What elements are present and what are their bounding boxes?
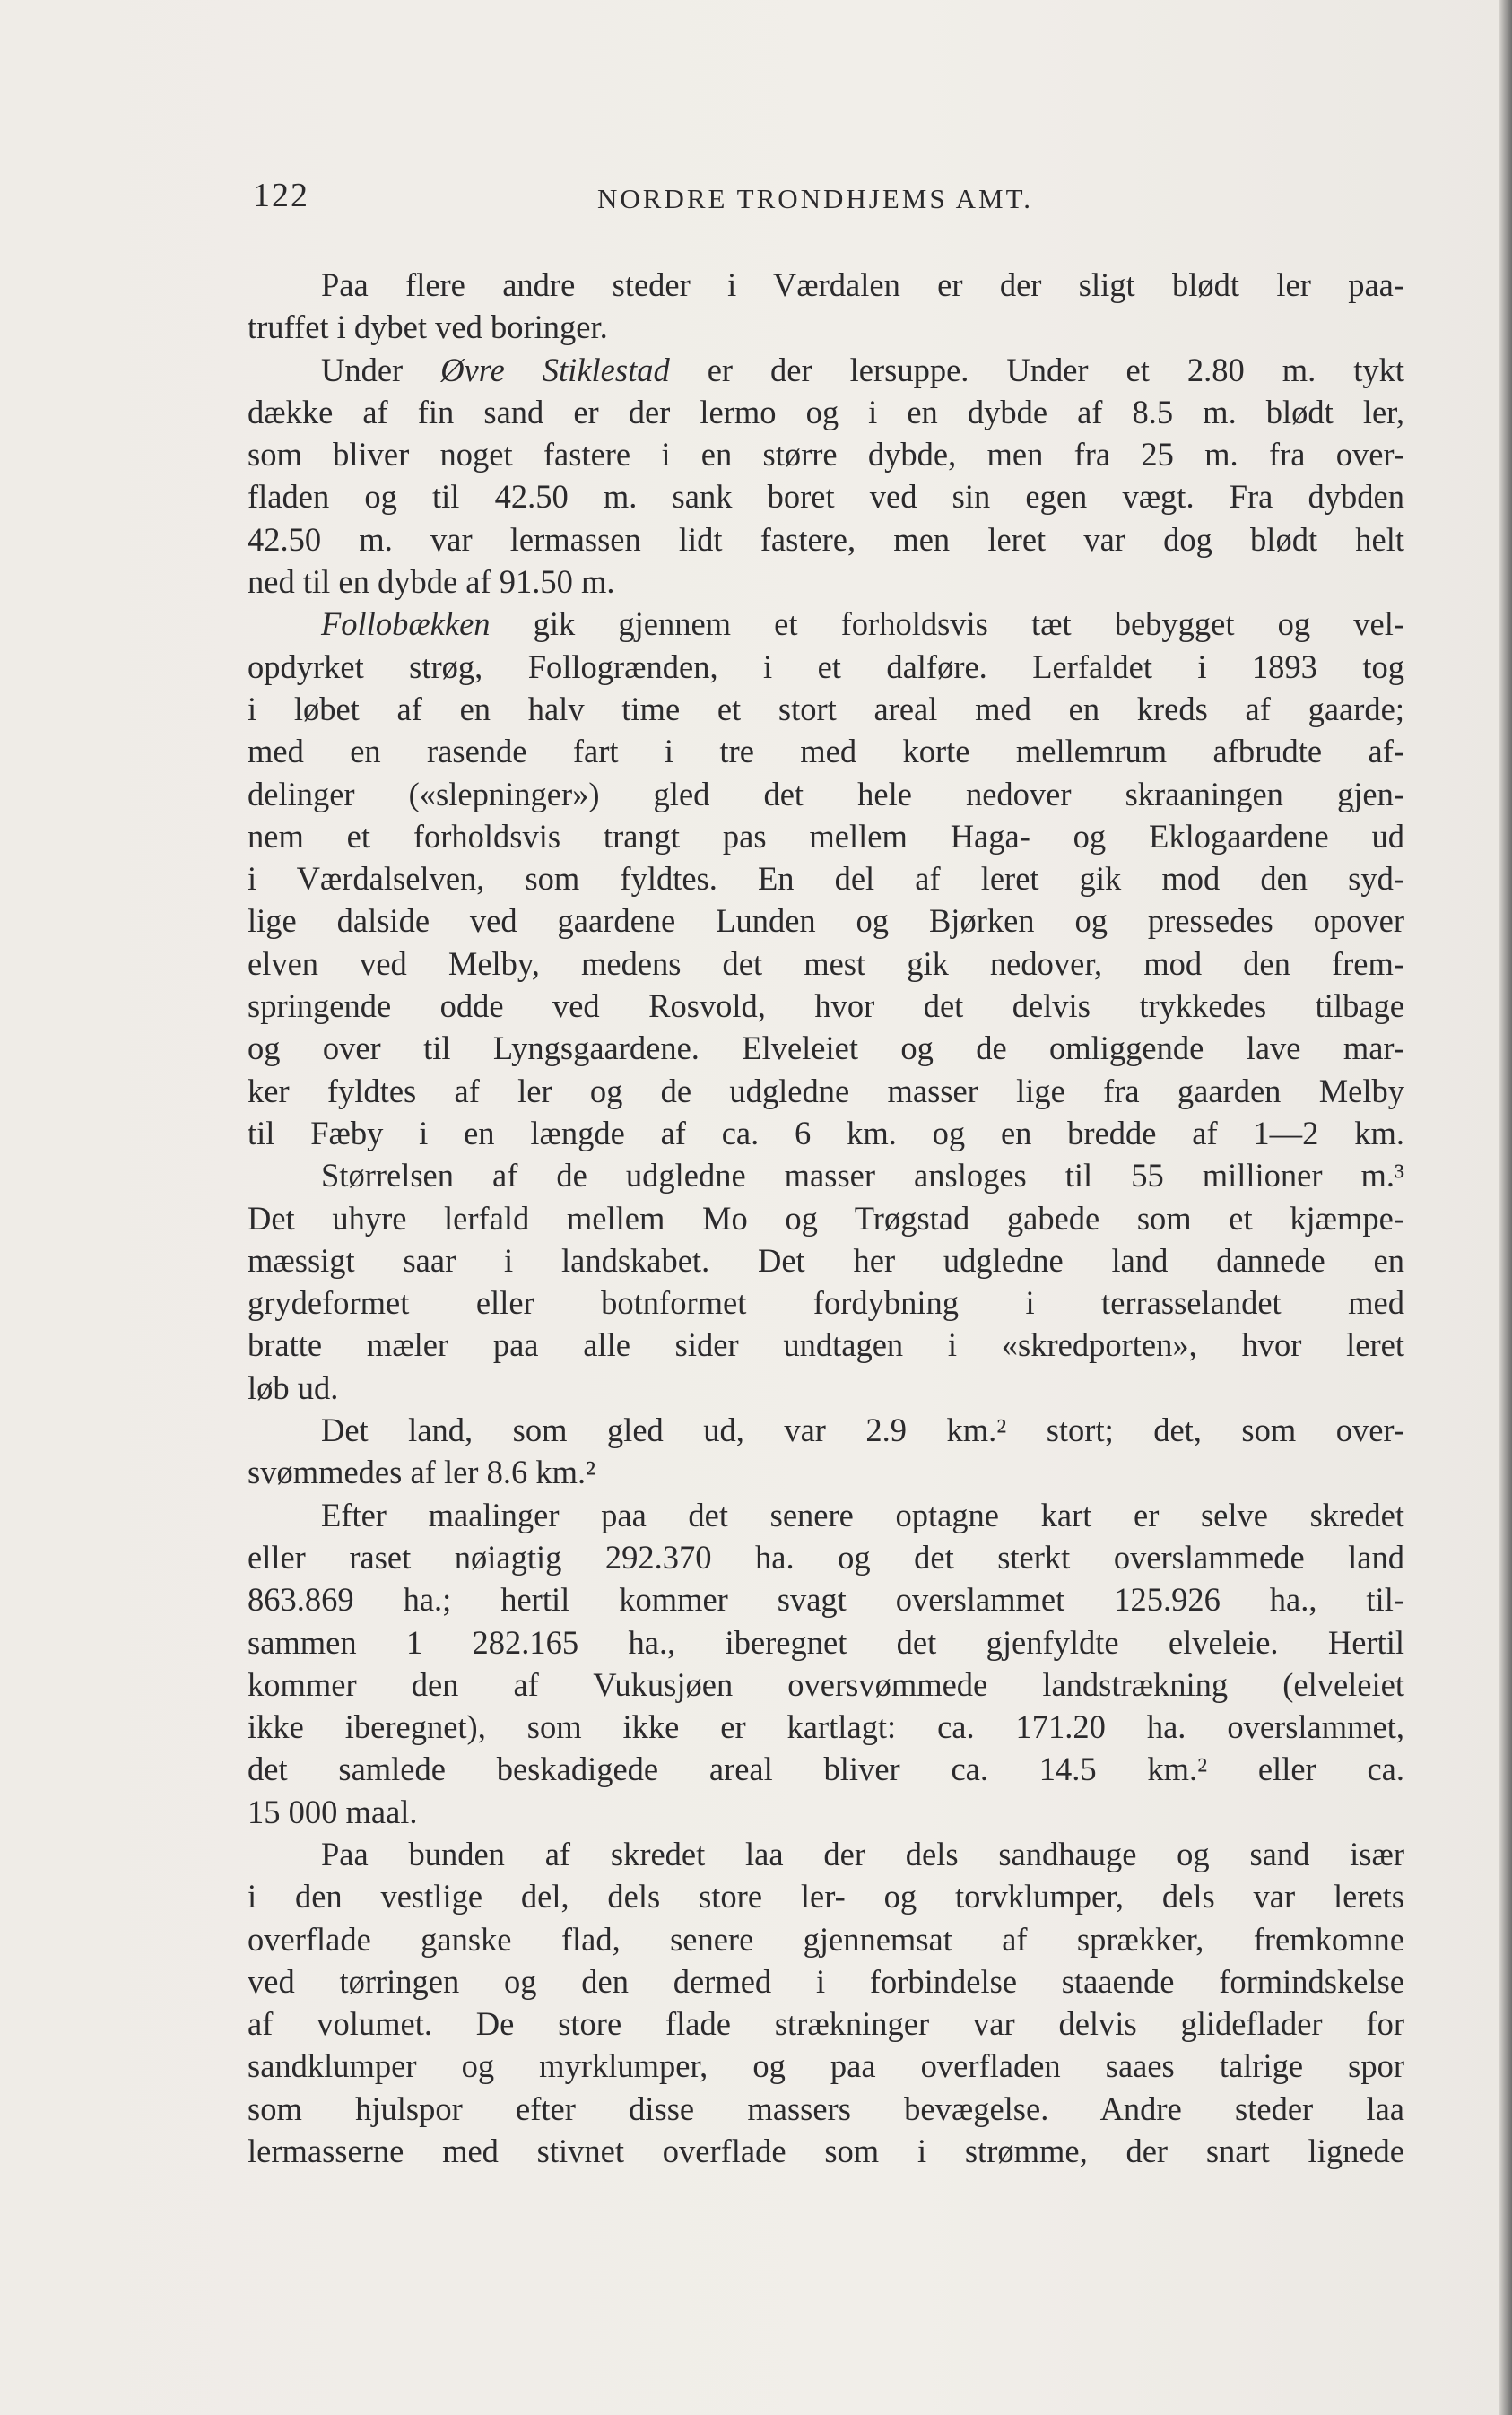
text-line: Under Øvre Stiklestad er der lersuppe. Under et 2.80 m. tykt (321, 351, 1404, 388)
text-line: som hjulspor efter disse massers bevægelse. Andre steder laa (248, 2089, 1404, 2127)
text-line: sammen 1 282.165 ha., iberegnet det gjenfyldte elveleie. Hertil (248, 1623, 1404, 1661)
text-line: i Værdalselven, som fyldtes. En del af leret gik mod den syd- (248, 860, 1404, 898)
text-line: grydeformet eller botnformet fordybning i terrasselandet med (248, 1284, 1404, 1322)
text-line: med en rasende fart i tre med korte mellemrum afbrudte af- (248, 733, 1404, 770)
text-line: i den vestlige del, dels store ler- og torvklumper, dels var lerets (248, 1878, 1404, 1915)
text-line: mæssigt saar i landskabet. Det her udgledne land dannede en (248, 1241, 1404, 1279)
text-line: Det land, som gled ud, var 2.9 km.² stort; det, som over- (321, 1412, 1404, 1449)
text-line: opdyrket strøg, Follogrænden, i et dalføre. Lerfaldet i 1893 tog (248, 647, 1404, 685)
body-text (248, 264, 1404, 2172)
text-line: Det uhyre lerfald mellem Mo og Trøgstad gabede som et kjæmpe- (248, 1199, 1404, 1237)
running-title: NORDRE TRONDHJEMS AMT. (597, 183, 1033, 214)
text-line: til Fæby i en længde af ca. 6 km. og en bredde af 1—2 km. (248, 1114, 1404, 1151)
text-line: 42.50 m. var lermassen lidt fastere, men leret var dog blødt helt (248, 520, 1404, 558)
page-header (253, 176, 1257, 221)
text-line: kommer den af Vukusjøen oversvømmede landstrækning (elveleiet (248, 1665, 1404, 1703)
text-line: Follobækken gik gjennem et forholdsvis tæt bebygget og vel- (321, 605, 1404, 643)
text-line: sandklumper og myrklumper, og paa overfladen saaes talrige spor (248, 2047, 1404, 2085)
text-line: fladen og til 42.50 m. sank boret ved sin egen vægt. Fra dybden (248, 478, 1404, 516)
text-line: det samlede beskadigede areal bliver ca. 14.5 km.² eller ca. (248, 1750, 1404, 1788)
text-line: nem et forholdsvis trangt pas mellem Haga- og Eklogaardene ud (248, 817, 1404, 855)
text-line: ned til en dybde af 91.50 m. (248, 563, 615, 601)
text-line: Paa bunden af skredet laa der dels sandhauge og sand især (321, 1835, 1404, 1872)
text-line: truffet i dybet ved boringer. (248, 308, 608, 346)
page-number: 122 (253, 177, 309, 214)
text-line: i løbet af en halv time et stort areal med en kreds af gaarde; (248, 690, 1404, 727)
text-line: svømmedes af ler 8.6 km.² (248, 1454, 596, 1491)
text-line: elven ved Melby, medens det mest gik nedover, mod den frem- (248, 944, 1404, 982)
text-line: overflade ganske flad, senere gjennemsat af sprækker, fremkomne (248, 1920, 1404, 1958)
text-line: ved tørringen og den dermed i forbindelse staaende formindskelse (248, 1962, 1404, 2000)
text-line: 863.869 ha.; hertil kommer svagt overslammet 125.926 ha., til- (248, 1581, 1404, 1619)
text-line: som bliver noget fastere i en større dybde, men fra 25 m. fra over- (248, 436, 1404, 473)
text-line: springende odde ved Rosvold, hvor det delvis trykkedes tilbage (248, 987, 1404, 1025)
text-line: dække af fin sand er der lermo og i en dybde af 8.5 m. blødt ler, (248, 393, 1404, 430)
text-line: af volumet. De store flade strækninger var delvis glideflader for (248, 2005, 1404, 2043)
page-edge-shadow (1499, 0, 1512, 2415)
text-line: eller raset nøiagtig 292.370 ha. og det sterkt overslammede land (248, 1538, 1404, 1576)
text-line: bratte mæler paa alle sider undtagen i «skredporten», hvor leret (248, 1326, 1404, 1364)
text-line: Paa flere andre steder i Værdalen er der sligt blødt ler paa- (321, 266, 1404, 303)
text-line: ikke iberegnet), som ikke er kartlagt: ca. 171.20 ha. overslammet, (248, 1708, 1404, 1746)
text-line: ker fyldtes af ler og de udgledne masser lige fra gaarden Melby (248, 1072, 1404, 1109)
text-line: løb ud. (248, 1368, 339, 1406)
text-line: Størrelsen af de udgledne masser ansloges til 55 millioner m.³ (321, 1157, 1404, 1194)
text-line: Efter maalinger paa det senere optagne kart er selve skredet (321, 1496, 1404, 1533)
text-line: lermasserne med stivnet overflade som i strømme, der snart lignede (248, 2133, 1404, 2170)
text-line: delinger («slepninger») gled det hele nedover skraaningen gjen- (248, 775, 1404, 812)
text-line: 15 000 maal. (248, 1793, 418, 1830)
text-line: og over til Lyngsgaardene. Elveleiet og de omliggende lave mar- (248, 1029, 1404, 1067)
text-line: lige dalside ved gaardene Lunden og Bjørken og pressedes opover (248, 902, 1404, 940)
